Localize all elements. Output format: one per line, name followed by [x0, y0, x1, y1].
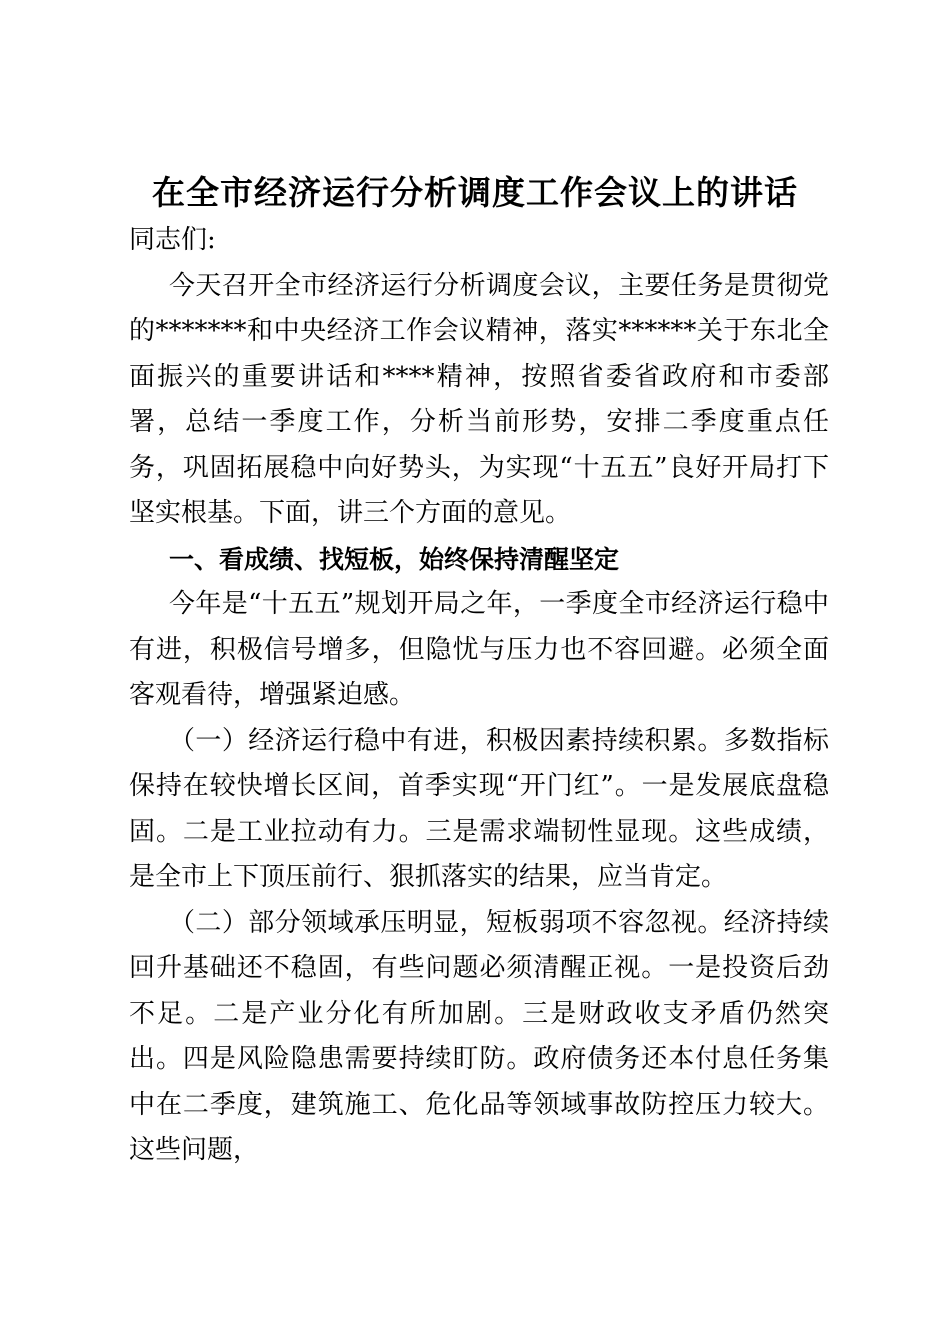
paragraph-subsection-2: （二）部分领域承压明显，短板弱项不容忽视。经济持续回升基础还不稳固，有些问题必须清醒正视。一是投资后劲不足。二是产业分化有所加剧。三是财政收支矛盾仍然突出。四是风险隐患需要持续盯防。政府债务还本付息任务集中在二季度，建筑施工、危化品等领域事故防控压力较大。这些问题， [129, 907, 829, 1165]
paragraph-opening: 今天召开全市经济运行分析调度会议，主要任务是贯彻党的*******和中央经济工作会议精神，落实******关于东北全面振兴的重要讲话和****精神，按照省委省政府和市委部署，总结一季度工作，分析当前形势，安排二季度重点任务，巩固拓展稳中向好势头，为实现“十五五”良好开局打下坚实根基。下面，讲三个方面的意见。 [129, 270, 829, 528]
document-body [129, 218, 829, 1174]
section-heading-1: 一、看成绩、找短板，始终保持清醒坚定 [169, 544, 620, 574]
salutation: 同志们: [129, 225, 216, 255]
paragraph-section-1-intro: 今年是“十五五”规划开局之年，一季度全市经济运行稳中有进，积极信号增多，但隐忧与压力也不容回避。必须全面客观看待，增强紧迫感。 [129, 589, 829, 710]
paragraph-subsection-1: （一）经济运行稳中有进，积极因素持续积累。多数指标保持在较快增长区间，首季实现“开门红”。一是发展底盘稳固。二是工业拉动有力。三是需求端韧性显现。这些成绩，是全市上下顶压前行、狠抓落实的结果，应当肯定。 [129, 725, 829, 892]
document-title: 在全市经济运行分析调度工作会议上的讲话 [152, 173, 798, 212]
